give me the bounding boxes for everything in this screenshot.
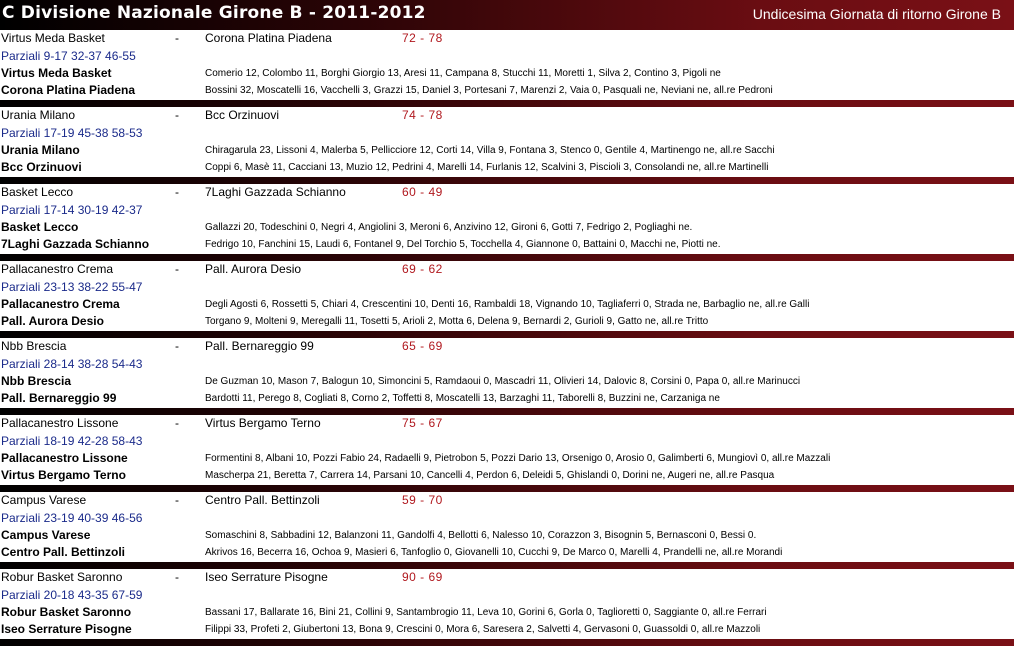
- matchup-row: [0, 185, 1014, 202]
- separator-band: [0, 639, 1014, 646]
- home-scorers-row: [0, 219, 1014, 236]
- home-scorers: Gallazzi 20, Todeschini 0, Negri 4, Angiolini 3, Meroni 6, Anzivino 12, Gironi 6, Gotti 7, Fedrigo 2, Pogliaghi ne.: [205, 222, 693, 233]
- matchup-row: [0, 570, 1014, 587]
- game-block: [0, 569, 1014, 646]
- away-team-label: Pall. Bernareggio 99: [1, 391, 117, 405]
- matchup-row: [0, 493, 1014, 510]
- away-team-label: Virtus Bergamo Terno: [1, 468, 126, 482]
- home-team-label: Robur Basket Saronno: [1, 605, 132, 619]
- away-scorers: Bardotti 11, Perego 8, Cogliati 8, Corno 2, Toffetti 8, Moscatelli 13, Barzaghi 11, Taborelli 8, Buzzini ne, Carzaniga ne: [205, 393, 720, 404]
- partials-row: [0, 587, 1014, 604]
- home-team-label: Nbb Brescia: [1, 374, 72, 388]
- partials-row: [0, 48, 1014, 65]
- away-scorers: Torgano 9, Molteni 9, Meregalli 11, Tosetti 5, Arioli 2, Motta 6, Delena 9, Bernardi 2, Gurioli 9, Gatto ne, all.re Tritto: [205, 316, 709, 327]
- partials-row: [0, 202, 1014, 219]
- home-team-name: Pallacanestro Lissone: [1, 416, 119, 430]
- separator-band: [0, 254, 1014, 261]
- game-block: [0, 261, 1014, 338]
- home-scorers-row: [0, 527, 1014, 544]
- game-block: [0, 30, 1014, 107]
- partial-scores: Parziali 9-17 32-37 46-55: [1, 49, 136, 63]
- matchup-row: [0, 416, 1014, 433]
- matchup-dash: -: [175, 416, 179, 430]
- away-scorers-row: [0, 82, 1014, 99]
- home-scorers: Comerio 12, Colombo 11, Borghi Giorgio 13, Aresi 11, Campana 8, Stucchi 11, Moretti 1, Silva 2, Contino 3, Pigoli ne: [205, 68, 721, 79]
- away-scorers: Fedrigo 10, Fanchini 15, Laudi 6, Fontanel 9, Del Torchio 5, Tocchella 4, Giannone 0, Battaini 0, Macchi ne, Piotti ne.: [205, 239, 721, 250]
- home-team-label: Campus Varese: [1, 528, 91, 542]
- game-block: [0, 492, 1014, 569]
- matchup-row: [0, 339, 1014, 356]
- partial-scores: Parziali 18-19 42-28 58-43: [1, 434, 143, 448]
- page-subtitle: Undicesima Giornata di ritorno Girone B: [752, 6, 1001, 22]
- away-team-label: Bcc Orzinuovi: [1, 160, 82, 174]
- home-team-name: Nbb Brescia: [1, 339, 67, 353]
- final-score: 65 - 69: [402, 339, 443, 353]
- away-team-name: 7Laghi Gazzada Schianno: [205, 185, 346, 199]
- matchup-dash: -: [175, 108, 179, 122]
- away-team-name: Corona Platina Piadena: [205, 31, 332, 45]
- partial-scores: Parziali 23-13 38-22 55-47: [1, 280, 143, 294]
- home-scorers-row: [0, 65, 1014, 82]
- away-scorers: Mascherpa 21, Beretta 7, Carrera 14, Parsani 10, Cancelli 4, Perdon 6, Deleidi 5, Ghislandi 0, Dorini ne, Augeri ne, all.re Pasqua: [205, 470, 775, 481]
- final-score: 60 - 49: [402, 185, 443, 199]
- away-team-label: Iseo Serrature Pisogne: [1, 622, 132, 636]
- matchup-dash: -: [175, 262, 179, 276]
- matchup-row: [0, 31, 1014, 48]
- game-block: [0, 184, 1014, 261]
- away-scorers-row: [0, 544, 1014, 561]
- away-scorers: Akrivos 16, Becerra 16, Ochoa 9, Masieri 6, Tanfoglio 0, Giovanelli 10, Cucchi 9, De Marco 0, Marelli 4, Prandelli ne, all.re Morandi: [205, 547, 783, 558]
- away-team-name: Bcc Orzinuovi: [205, 108, 280, 122]
- away-team-name: Pall. Bernareggio 99: [205, 339, 314, 353]
- matchup-dash: -: [175, 31, 179, 45]
- matchup-row: [0, 262, 1014, 279]
- final-score: 59 - 70: [402, 493, 443, 507]
- matchup-dash: -: [175, 570, 179, 584]
- home-scorers: Formentini 8, Albani 10, Pozzi Fabio 24, Radaelli 9, Pietrobon 5, Pozzi Dario 13, Orsenigo 0, Arosio 0, Galimberti 6, Mungiovì 0, all.re Mazzali: [205, 453, 831, 464]
- home-scorers: Chiragarula 23, Lissoni 4, Malerba 5, Pellicciore 12, Corti 14, Villa 9, Fontana 3, Stenco 0, Gentile 4, Martinengo ne, all.re Sacchi: [205, 145, 775, 156]
- partials-row: [0, 433, 1014, 450]
- final-score: 75 - 67: [402, 416, 443, 430]
- home-team-label: Pallacanestro Crema: [1, 297, 120, 311]
- matchup-dash: -: [175, 493, 179, 507]
- away-scorers: Coppi 6, Masè 11, Cacciani 13, Muzio 12, Pedrini 4, Marelli 14, Furlanis 12, Scalvini 3, Piscioli 3, Consolandi ne, all.re Martinelli: [205, 162, 769, 173]
- separator-band: [0, 408, 1014, 415]
- separator-band: [0, 485, 1014, 492]
- home-scorers-row: [0, 296, 1014, 313]
- partial-scores: Parziali 17-14 30-19 42-37: [1, 203, 143, 217]
- home-team-label: Virtus Meda Basket: [1, 66, 112, 80]
- partials-row: [0, 279, 1014, 296]
- home-team-label: Pallacanestro Lissone: [1, 451, 128, 465]
- away-team-name: Iseo Serrature Pisogne: [205, 570, 328, 584]
- away-scorers-row: [0, 390, 1014, 407]
- final-score: 74 - 78: [402, 108, 443, 122]
- partial-scores: Parziali 28-14 38-28 54-43: [1, 357, 143, 371]
- away-scorers-row: [0, 621, 1014, 638]
- away-team-name: Virtus Bergamo Terno: [205, 416, 321, 430]
- away-team-label: Centro Pall. Bettinzoli: [1, 545, 126, 559]
- home-team-name: Virtus Meda Basket: [1, 31, 105, 45]
- home-scorers: Degli Agosti 6, Rossetti 5, Chiari 4, Crescentini 10, Denti 16, Rambaldi 18, Vignando 10, Tagliaferri 0, Strada ne, Barbaglio ne, all.re Galli: [205, 299, 810, 310]
- game-block: [0, 107, 1014, 184]
- away-scorers-row: [0, 313, 1014, 330]
- home-scorers-row: [0, 142, 1014, 159]
- partial-scores: Parziali 23-19 40-39 46-56: [1, 511, 143, 525]
- away-scorers-row: [0, 467, 1014, 484]
- page-header: [0, 0, 1014, 30]
- matchup-dash: -: [175, 339, 179, 353]
- matchup-row: [0, 108, 1014, 125]
- separator-band: [0, 331, 1014, 338]
- home-scorers-row: [0, 373, 1014, 390]
- home-scorers: De Guzman 10, Mason 7, Balogun 10, Simoncini 5, Ramdaoui 0, Mascadri 11, Olivieri 14, Dalovic 8, Corsini 0, Papa 0, all.re Marinucci: [205, 376, 801, 387]
- away-scorers: Bossini 32, Moscatelli 16, Vacchelli 3, Grazzi 15, Daniel 3, Portesani 7, Marenzi 2, Vaia 0, Pasquali ne, Neviani ne, all.re Pedroni: [205, 85, 773, 96]
- away-team-name: Pall. Aurora Desio: [205, 262, 302, 276]
- separator-band: [0, 562, 1014, 569]
- home-team-name: Basket Lecco: [1, 185, 74, 199]
- final-score: 72 - 78: [402, 31, 443, 45]
- home-team-name: Urania Milano: [1, 108, 76, 122]
- home-team-name: Robur Basket Saronno: [1, 570, 123, 584]
- partial-scores: Parziali 17-19 45-38 58-53: [1, 126, 143, 140]
- final-score: 90 - 69: [402, 570, 443, 584]
- game-block: [0, 338, 1014, 415]
- away-scorers-row: [0, 236, 1014, 253]
- away-scorers-row: [0, 159, 1014, 176]
- away-scorers: Filippi 33, Profeti 2, Giubertoni 13, Bona 9, Crescini 0, Mora 6, Saresera 2, Salvetti 4, Gervasoni 0, Guassoldi 0, all.re Mazzoli: [205, 624, 761, 635]
- final-score: 69 - 62: [402, 262, 443, 276]
- separator-band: [0, 177, 1014, 184]
- home-scorers: Bassani 17, Ballarate 16, Bini 21, Collini 9, Santambrogio 11, Leva 10, Gorini 6, Gorla 0, Taglioretti 0, Saggiante 0, all.re Ferrari: [205, 607, 767, 618]
- game-block: [0, 415, 1014, 492]
- page-title: C Divisione Nazionale Girone B - 2011-2012: [2, 3, 426, 23]
- partials-row: [0, 510, 1014, 527]
- away-team-name: Centro Pall. Bettinzoli: [205, 493, 320, 507]
- matchup-dash: -: [175, 185, 179, 199]
- away-team-label: Corona Platina Piadena: [1, 83, 136, 97]
- home-team-label: Basket Lecco: [1, 220, 79, 234]
- away-team-label: 7Laghi Gazzada Schianno: [1, 237, 150, 251]
- partial-scores: Parziali 20-18 43-35 67-59: [1, 588, 143, 602]
- home-scorers: Somaschini 8, Sabbadini 12, Balanzoni 11, Gandolfi 4, Bellotti 6, Nalesso 10, Corazzon 3, Bisognin 5, Bernasconi 0, Bessi 0.: [205, 530, 757, 541]
- away-team-label: Pall. Aurora Desio: [1, 314, 104, 328]
- partials-row: [0, 356, 1014, 373]
- home-scorers-row: [0, 604, 1014, 621]
- home-team-name: Pallacanestro Crema: [1, 262, 114, 276]
- home-team-label: Urania Milano: [1, 143, 80, 157]
- separator-band: [0, 100, 1014, 107]
- home-scorers-row: [0, 450, 1014, 467]
- home-team-name: Campus Varese: [1, 493, 87, 507]
- partials-row: [0, 125, 1014, 142]
